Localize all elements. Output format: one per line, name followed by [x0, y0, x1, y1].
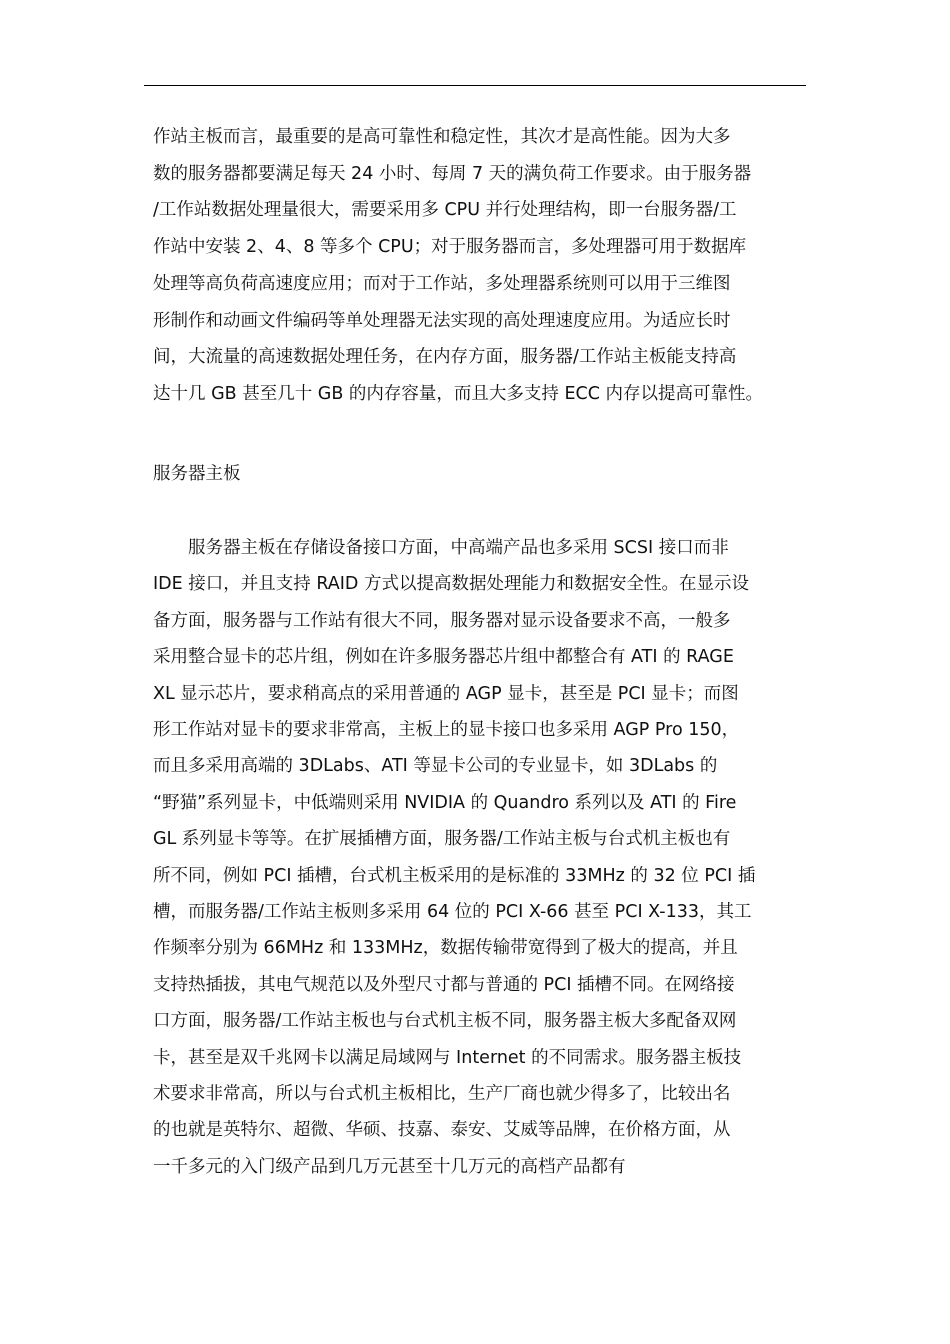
paragraph-1-line: /工作站数据处理量很大，需要采用多 CPU 并行处理结构，即一台服务器/工	[153, 200, 737, 221]
paragraph-1-line: 达十几 GB 甚至几十 GB 的内存容量，而且大多支持 ECC 内存以提高可靠性。	[153, 383, 764, 404]
paragraph-2-line: GL 系列显卡等等。在扩展插槽方面，服务器/工作站主板与台式机主板也有	[153, 829, 731, 850]
paragraph-2-line: XL 显示芯片，要求稍高点的采用普通的 AGP 显卡，甚至是 PCI 显卡；而图	[153, 683, 739, 704]
paragraph-2-line: 而且多采用高端的 3DLabs、ATI 等显卡公司的专业显卡，如 3DLabs 的	[153, 756, 718, 777]
paragraph-2-line: 采用整合显卡的芯片组，例如在许多服务器芯片组中都整合有 ATI 的 RAGE	[153, 647, 734, 668]
paragraph-1-line: 数的服务器都要满足每天 24 小时、每周 7 天的满负荷工作要求。由于服务器	[153, 163, 752, 184]
paragraph-2-line: 术要求非常高，所以与台式机主板相比，生产厂商也就少得多了，比较出名	[153, 1084, 731, 1104]
paragraph-2-line: “野猫”系列显卡，中低端则采用 NVIDIA 的 Quandro 系列以及 ATI 的 Fire	[153, 792, 737, 813]
paragraph-2-line: 形工作站对显卡的要求非常高，主板上的显卡接口也多采用 AGP Pro 150，	[153, 720, 740, 740]
paragraph-1-line: 作站中安装 2、4、8 等多个 CPU；对于服务器而言，多处理器可用于数据库	[153, 237, 747, 258]
paragraph-2-line: 口方面，服务器/工作站主板也与台式机主板不同，服务器主板大多配备双网	[153, 1011, 737, 1032]
paragraph-2-line: 卡，甚至是双千兆网卡以满足局域网与 Internet 的不同需求。服务器主板技	[153, 1047, 742, 1068]
section-heading: 服务器主板	[153, 464, 241, 484]
paragraph-2-line: 支持热插拔，其电气规范以及外型尺寸都与普通的 PCI 插槽不同。在网络接	[153, 974, 735, 995]
paragraph-1-line: 作站主板而言，最重要的是高可靠性和稳定性，其次才是高性能。因为大多	[153, 127, 731, 147]
paragraph-1-line: 形制作和动画文件编码等单处理器无法实现的高处理速度应用。为适应长时	[153, 310, 731, 331]
paragraph-2-line: 一千多元的入门级产品到几万元甚至十几万元的高档产品都有	[153, 1156, 626, 1177]
paragraph-1-line: 间，大流量的高速数据处理任务，在内存方面，服务器/工作站主板能支持高	[153, 347, 737, 368]
header-rule	[144, 85, 806, 86]
paragraph-2-line: 所不同，例如 PCI 插槽，台式机主板采用的是标准的 33MHz 的 32 位 PCI 插	[153, 865, 756, 886]
paragraph-1-line: 处理等高负荷高速度应用；而对于工作站，多处理器系统则可以用于三维图	[153, 273, 731, 294]
paragraph-2-line: 作频率分别为 66MHz 和 133MHz，数据传输带宽得到了极大的提高，并且	[153, 938, 738, 959]
paragraph-2-line: IDE 接口，并且支持 RAID 方式以提高数据处理能力和数据安全性。在显示设	[153, 574, 749, 595]
paragraph-2-line: 的也就是英特尔、超微、华硕、技嘉、泰安、艾威等品牌，在价格方面，从	[153, 1120, 731, 1141]
paragraph-2-line: 槽，而服务器/工作站主板则多采用 64 位的 PCI X-66 甚至 PCI X-133，其工	[153, 902, 752, 922]
paragraph-2-line: 备方面，服务器与工作站有很大不同，服务器对显示设备要求不高，一般多	[153, 610, 731, 631]
paragraph-2-line: 服务器主板在存储设备接口方面，中高端产品也多采用 SCSI 接口而非	[153, 538, 729, 558]
